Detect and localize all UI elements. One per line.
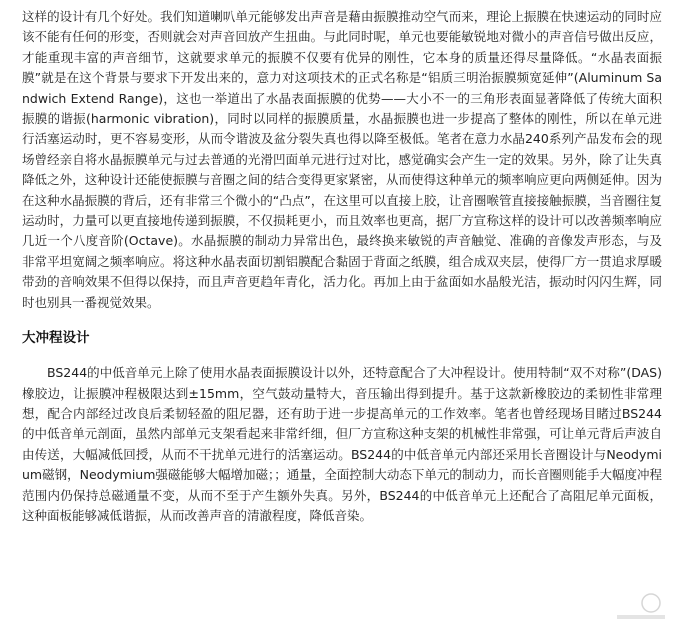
article-body	[22, 7, 662, 526]
article-paragraph-1: 这样的设计有几个好处。我们知道喇叭单元能够发出声音是藉由振膜推动空气而来，理论上振膜在快速运动的同时应该不能有任何的形变，否则就会对声音回放产生扭曲。与此同时呢，单元也要能敏锐地对微小的声音信号做出反应，才能重现丰富的声音细节，这就要求单元的振膜不仅要有优异的刚性，它本身的质量还得尽量降低。“水晶表面振膜”就是在这个背景与要求下开发出来的，意力对这项技术的正式名称是“铝质三明治振膜频宽延伸”(Aluminum Sandwich Extend Range)，这也一举道出了水晶表面振膜的优势——大小不一的三角形表面显著降低了传统大面积振膜的谐振(harmonic vibration)，同时以同样的振膜质量，水晶振膜也进一步提高了整体的刚性，所以在单元进行活塞运动时，更不容易变形，从而令谐波及盆分裂失真也得以降至极低。笔者在意力水晶240系列产品发布会的现场曾经亲自将水晶振膜单元与过去普通的光滑凹面单元进行过对比，感觉确实会产生一定的效果。另外，除了让失真降低之外，这种设计还能使振膜与音圈之间的结合变得更家紧密，从而使得这种单元的频率响应更向两侧延伸。因为在这种水晶振膜的背后，还有非常三个微小的“凸点”，在这里可以直接上胶，让音圈喉管直接接触振膜，当音圈往复运动时，力量可以更直接地传递到振膜，不仅损耗更小，而且效率也更高，据厂方宣称这样的设计可以改善频率响应几近一个八度音阶(Octave)。水晶振膜的制动力异常出色，最终换来敏锐的声音触觉、准确的音像发声形态，与及非常平坦宽阔之频率响应。将这种水晶表面切割铝膜配合黏固于背面之纸膜，组合成双夹层，使得厂方一贯追求厚暖带劲的音响效果不但得以保持，而且声音更趋年青化，活力化。再加上由于盆面如水晶般光洁，振动时闪闪生辉，同时也别具一番视觉效果。	[22, 9, 662, 310]
site-watermark-icon	[551, 589, 671, 629]
article-paragraph-2: BS244的中低音单元上除了使用水晶表面振膜设计以外，还特意配合了大冲程设计。使用特制“双不对称”(DAS)橡胶边，让振膜冲程极限达到±15mm，空气鼓动量特大，音压输出得到提升。基于这款新橡胶边的柔韧性非常理想，配合内部经过改良后柔韧轻盈的阻尼器，还有助于进一步提高单元的工作效率。笔者也曾经现场目睹过BS244的中低音单元剖面，虽然内部单元支架看起来非常纤细，但厂方宣称这种支架的机械性非常强，可让单元背后声波自由传送，大幅减低回授，从而不干扰单元进行的活塞运动。BS244的中低音单元内部还采用长音圈设计与Neodymium磁钢，Neodymium强磁能够大幅增加磁；；通量，全面控制大动态下单元的制动力，而长音圈则能手大幅度冲程范围内仍保持总磁通量不变，从而不至于产生额外失真。另外，BS244的中低音单元上还配合了高阻尼单元面板，这种面板能够减低谐振，从而改善声音的清澈程度，降低音染。	[22, 365, 662, 523]
section-heading-long-stroke: 大冲程设计	[22, 330, 90, 347]
